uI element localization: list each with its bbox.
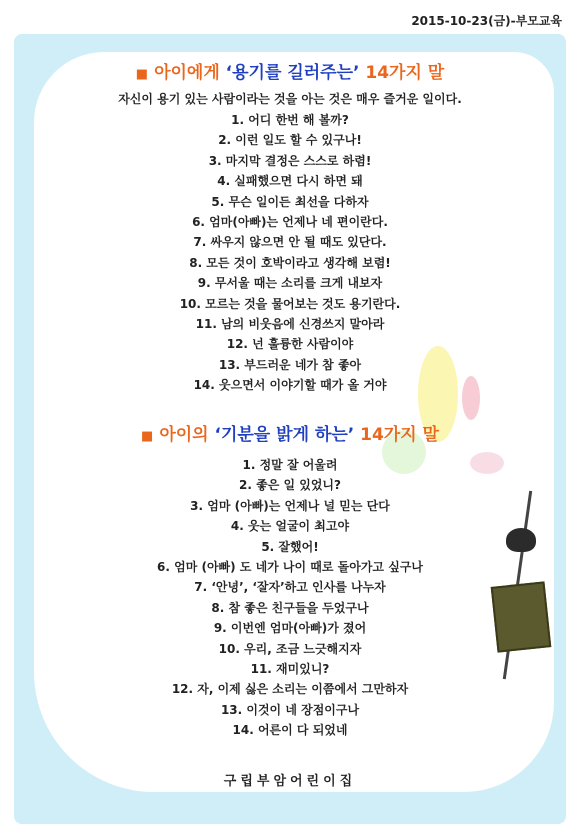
list-item: 13. 이것이 네 장점이구나 (220, 702, 360, 717)
section2-title-highlight: ‘기분을 밝게 하는’ (214, 425, 355, 445)
section1-title-post: 14가지 말 (359, 63, 445, 83)
list-item: 10. 모르는 것을 물어보는 것도 용기란다. (179, 296, 401, 311)
list-item: 11. 재미있니? (250, 661, 330, 676)
list-item: 9. 무서울 때는 소리를 크게 내보자 (197, 276, 383, 291)
list-item: 7. 싸우지 않으면 안 될 때도 있단다. (193, 235, 387, 250)
section1-list (0, 110, 580, 395)
list-item: 8. 참 좋은 친구들을 두었구나 (211, 600, 369, 615)
list-item: 1. 정말 잘 어울려 (242, 458, 338, 472)
list-item: 1. 어디 한번 해 볼까? (231, 113, 349, 127)
rounded-square-bullet-icon: ■ (135, 67, 149, 82)
list-item: 4. 웃는 얼굴이 최고야 (230, 519, 350, 534)
list-item: 2. 좋은 일 있었니? (239, 478, 341, 493)
footer-school-name: 구립부암어린이집 (223, 774, 357, 789)
date-label: 2015-10-23(금)-부모교육 (411, 14, 562, 28)
section2-title-post: 14가지 말 (354, 425, 439, 445)
list-item: 11. 남의 비웃음에 신경쓰지 말아라 (195, 316, 385, 331)
list-item: 8. 모든 것이 호박이라고 생각해 보렴! (189, 255, 391, 270)
list-item: 9. 이번엔 엄마(아빠)가 졌어 (213, 621, 367, 636)
list-item: 4. 실패했으면 다시 하면 돼 (217, 174, 363, 189)
rounded-square-bullet-icon: ■ (141, 429, 154, 444)
list-item: 7. ‘안녕’, ‘잘자’하고 인사를 나누자 (194, 580, 386, 595)
section1-title-pre: 아이에게 (154, 63, 226, 83)
section1-intro: 자신이 용기 있는 사람이라는 것을 아는 것은 매우 즐거운 일이다. (118, 92, 462, 106)
section1-title (0, 58, 580, 83)
list-item: 5. 무슨 일이든 최선을 다하자 (211, 194, 369, 209)
list-item: 6. 엄마 (아빠) 도 네가 나이 때로 돌아가고 싶구나 (157, 559, 423, 574)
section2-title-pre: 아이의 (159, 425, 215, 445)
list-item: 10. 우리, 조금 느긋해지자 (218, 641, 362, 656)
list-item: 3. 엄마 (아빠)는 언제나 널 믿는 단다 (190, 498, 390, 513)
section2-title (0, 420, 580, 445)
list-item: 14. 어른이 다 되었네 (232, 723, 348, 738)
list-item: 5. 잘했어! (261, 539, 319, 554)
list-item: 6. 엄마(아빠)는 언제나 네 편이란다. (192, 214, 388, 229)
list-item: 12. 자, 이제 싫은 소리는 이쯤에서 그만하자 (171, 682, 409, 697)
list-item: 14. 웃으면서 이야기할 때가 올 거야 (193, 378, 387, 393)
list-item: 13. 부드러운 네가 참 좋아 (218, 357, 362, 372)
list-item: 12. 넌 훌륭한 사람이야 (226, 337, 354, 352)
list-item: 2. 이런 일도 할 수 있구나! (218, 133, 362, 148)
list-item: 3. 마지막 결정은 스스로 하렴! (208, 153, 372, 168)
section1-title-highlight: ‘용기를 길러주는’ (225, 63, 360, 83)
section2-list (0, 455, 580, 740)
